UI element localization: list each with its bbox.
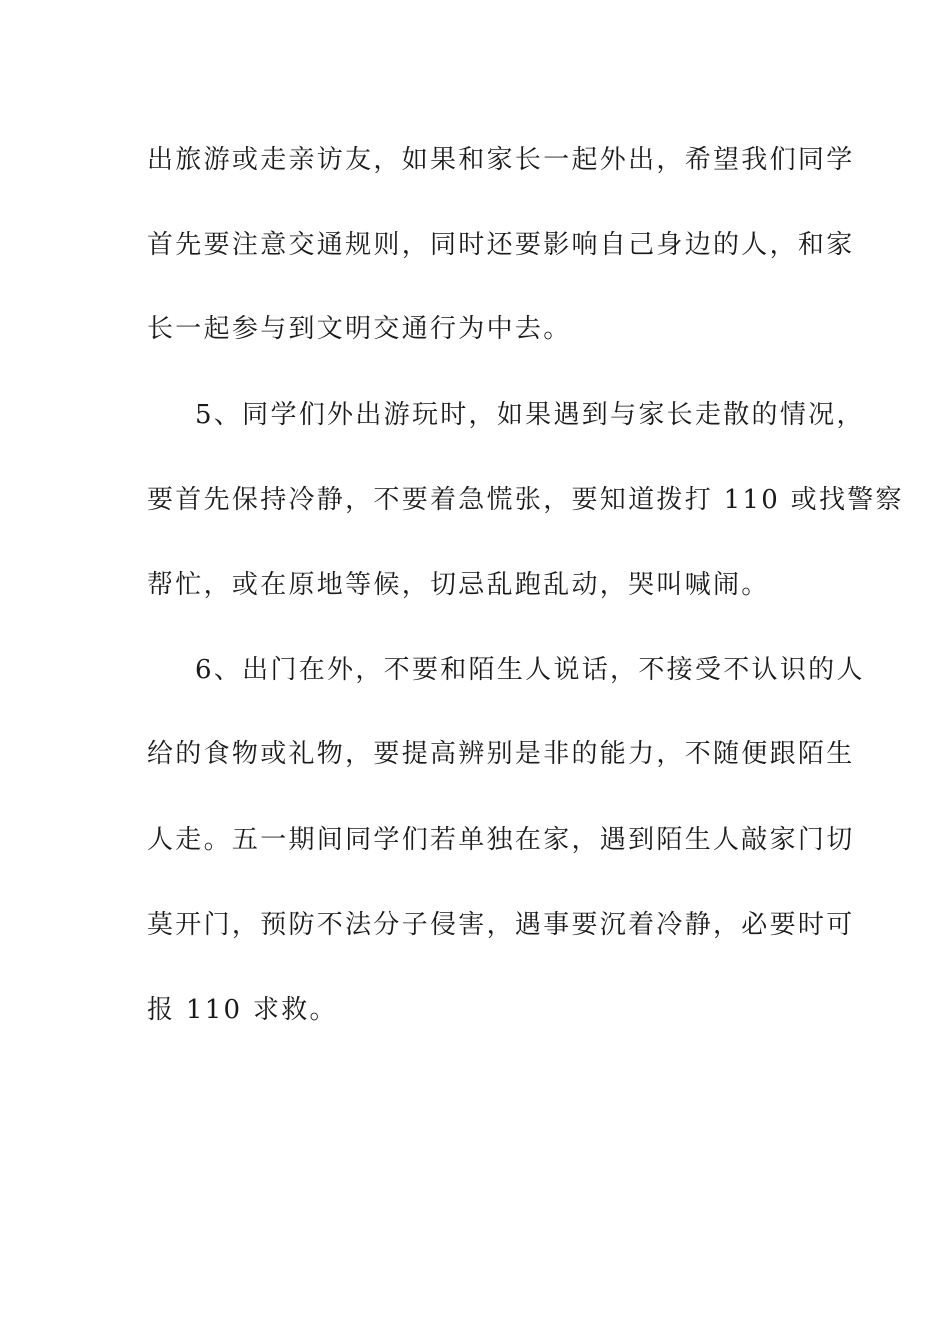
text-line: 要首先保持冷静，不要着急慌张，要知道拨打 110 或找警察 bbox=[147, 485, 904, 515]
paragraph-5-first-line: 5、同学们外出游玩时，如果遇到与家长走散的情况， bbox=[195, 400, 865, 430]
text-line: 莫开门，预防不法分子侵害，遇事要沉着冷静，必要时可 bbox=[147, 910, 855, 940]
paragraph-6-first-line: 6、出门在外，不要和陌生人说话，不接受不认识的人 bbox=[195, 655, 865, 685]
text-line: 出旅游或走亲访友，如果和家长一起外出，希望我们同学 bbox=[147, 145, 855, 175]
text-line: 人走。五一期间同学们若单独在家，遇到陌生人敲家门切 bbox=[147, 825, 855, 855]
text-line: 报 110 求救。 bbox=[147, 995, 338, 1025]
text-line: 给的食物或礼物，要提高辨别是非的能力，不随便跟陌生 bbox=[147, 739, 855, 769]
text-line: 长一起参与到文明交通行为中去。 bbox=[147, 314, 572, 344]
text-line: 帮忙，或在原地等候，切忌乱跑乱动，哭叫喊闹。 bbox=[147, 570, 770, 600]
text-line: 首先要注意交通规则，同时还要影响自己身边的人，和家 bbox=[147, 230, 855, 260]
